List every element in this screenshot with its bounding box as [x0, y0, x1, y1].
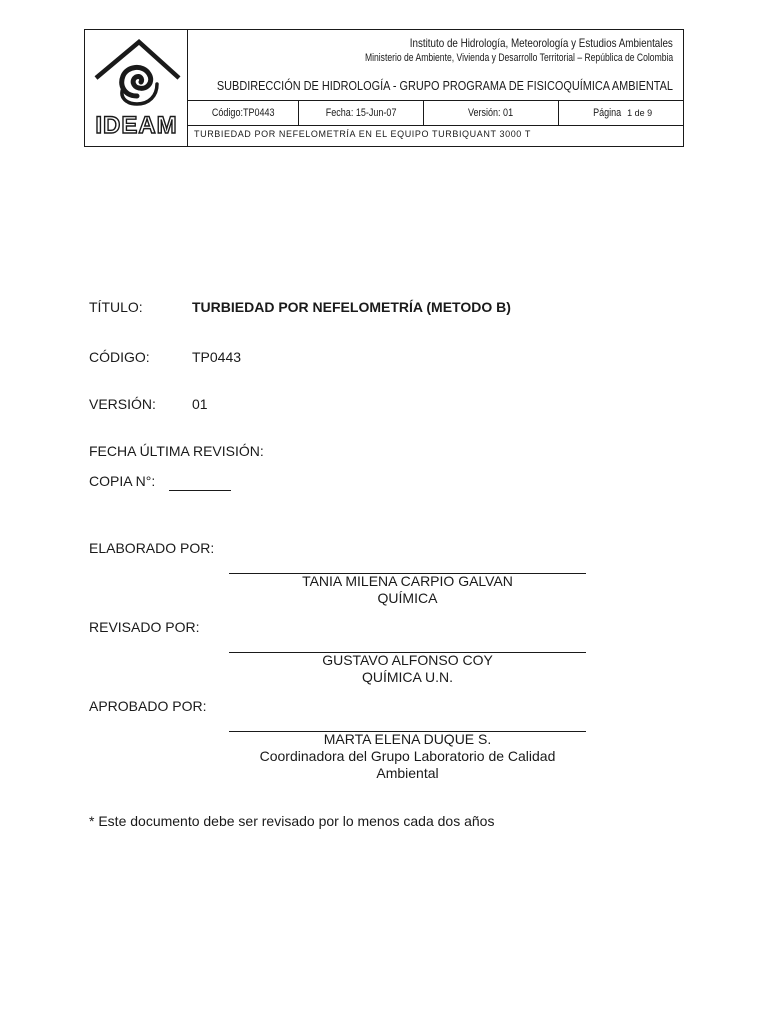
version-label: VERSIÓN:: [89, 396, 156, 412]
ministry-name: Ministerio de Ambiente, Vivienda y Desarrollo Territorial – República de Colombia: [364, 52, 673, 64]
copia-label: COPIA N°:: [89, 473, 156, 489]
document-title: TURBIEDAD POR NEFELOMETRÍA EN EL EQUIPO TURBIQUANT 3000 T: [194, 129, 531, 139]
pagina-label: Página: [592, 107, 621, 119]
revisado-role: QUÍMICA U.N.: [361, 669, 453, 685]
codigo-label: CÓDIGO:: [89, 349, 150, 365]
pagina-cell: [559, 101, 683, 125]
revisado-signature: [229, 652, 586, 686]
titulo-label: TÍTULO:: [89, 299, 143, 315]
codigo-value: TP0443: [192, 349, 242, 365]
aprobado-role: Coordinadora del Grupo Laboratorio de Calidad Ambiental: [259, 748, 556, 781]
codigo-cell: [188, 101, 299, 125]
fecha-cell: [299, 101, 424, 125]
elaborado-label: ELABORADO POR:: [89, 540, 215, 556]
version-text: Versión: 01: [468, 107, 514, 119]
ideam-logo-icon: [93, 38, 181, 110]
revisado-label: REVISADO POR:: [89, 619, 200, 635]
version-cell: [424, 101, 559, 125]
elaborado-name: TANIA MILENA CARPIO GALVAN: [302, 573, 513, 589]
elaborado-signature: [229, 573, 586, 607]
revisado-name: GUSTAVO ALFONSO COY: [322, 652, 493, 668]
fecha-revision-label: FECHA ÚLTIMA REVISIÓN:: [89, 443, 264, 459]
metadata-row: [188, 100, 683, 126]
logo-wordmark: IDEAM: [95, 112, 178, 139]
aprobado-name: MARTA ELENA DUQUE S.: [323, 731, 492, 747]
titulo-value: TURBIEDAD POR NEFELOMETRÍA (METODO B): [192, 299, 511, 315]
version-value: 01: [192, 396, 208, 412]
subdirection-name: SUBDIRECCIÓN DE HIDROLOGÍA - GRUPO PROGRAMA DE FISICOQUÍMICA AMBIENTAL: [216, 78, 673, 93]
aprobado-signature: [250, 731, 565, 782]
institute-name: Instituto de Hidrología, Meteorología y Estudios Ambientales: [409, 36, 673, 50]
aprobado-label: APROBADO POR:: [89, 698, 207, 714]
fecha-text: Fecha: 15-Jun-07: [325, 107, 397, 119]
pagina-value: 1 de 9: [627, 108, 653, 118]
codigo-text: Código:TP0443: [211, 107, 275, 119]
document-header: [84, 29, 684, 147]
copia-blank-line: [169, 490, 231, 491]
elaborado-role: QUÍMICA: [377, 590, 438, 606]
review-note: * Este documento debe ser revisado por lo menos cada dos años: [89, 813, 495, 829]
header-info: [188, 30, 683, 146]
logo-cell: [85, 30, 188, 146]
